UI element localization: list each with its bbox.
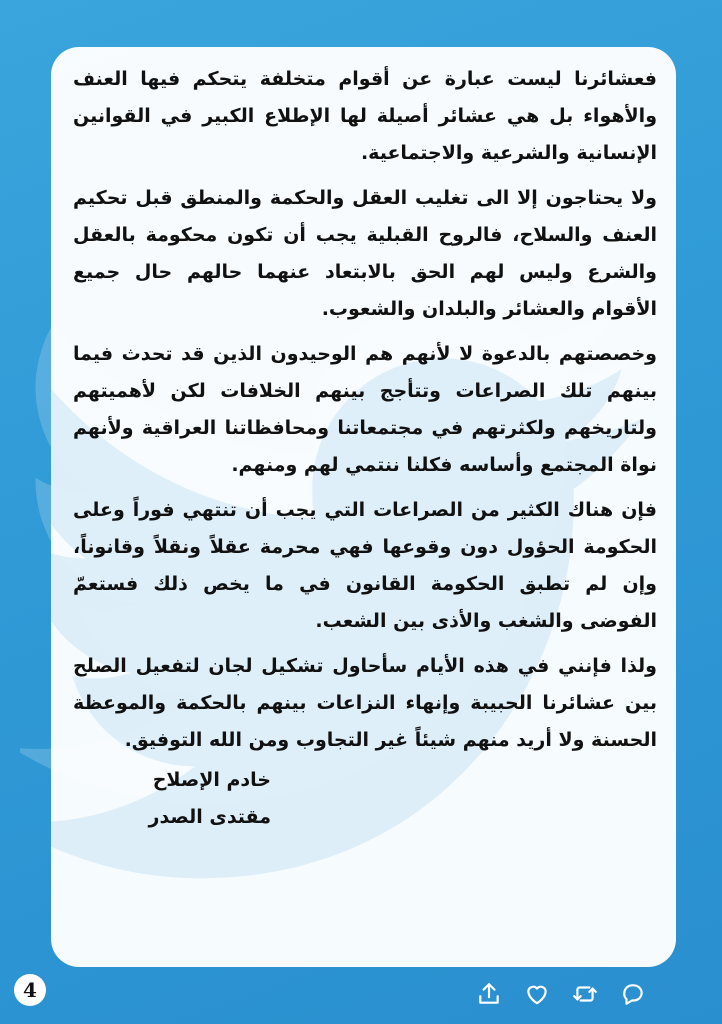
reply-comment-icon[interactable] bbox=[620, 981, 646, 1007]
share-icon[interactable] bbox=[476, 981, 502, 1007]
post-card bbox=[51, 47, 676, 967]
post-actions-bar bbox=[476, 978, 646, 1010]
post-paragraph: ولذا فإنني في هذه الأيام سأحاول تشكيل لجان لتفعيل الصلح بين عشائرنا الحبيبة وإنهاء النزاعات بينهم بالحكمة والموعظة الحسنة ولا أريد منهم شيئاً غير التجاوب ومن الله التوفيق. bbox=[73, 655, 657, 751]
post-paragraph: فإن هناك الكثير من الصراعات التي يجب أن تنتهي فوراً وعلى الحكومة الحؤول دون وقوعها فهي محرمة عقلاً ونقلاً وقانوناً، وإن لم تطبق الحكومة القانون في ما يخص ذلك فستعمّ الفوضى والشغب والأذى بين الشعب. bbox=[73, 499, 657, 632]
signature-block bbox=[111, 762, 271, 836]
post-paragraph: وخصصتهم بالدعوة لا لأنهم هم الوحيدون الذين قد تحدث فيما بينهم تلك الصراعات وتتأجج بينهم الخلافات لكن لأهميتهم ولتاريخهم ولكثرتهم في مجتمعاتنا ومحافظاتنا العراقية ولأنهم نواة المجتمع وأساسه فكلنا ننتمي لهم ومنهم. bbox=[73, 343, 657, 476]
signature-name: مقتدى الصدر bbox=[148, 806, 271, 828]
post-body bbox=[73, 61, 657, 767]
like-heart-icon[interactable] bbox=[524, 981, 550, 1007]
retweet-icon[interactable] bbox=[572, 981, 598, 1007]
post-paragraph: فعشائرنا ليست عبارة عن أقوام متخلفة يتحكم فيها العنف والأهواء بل هي عشائر أصيلة لها الإطلاع الكبير في القوانين الإنسانية والشرعية والاجتماعية. bbox=[73, 68, 657, 164]
post-paragraph: ولا يحتاجون إلا الى تغليب العقل والحكمة والمنطق قبل تحكيم العنف والسلاح، فالروح القبلية يجب أن تكون محكومة بالعقل والشرع وليس لهم الحق بالابتعاد عنهما حالهم حال جميع الأقوام والعشائر والبلدان والشعوب. bbox=[73, 187, 657, 320]
page-number-badge: 4 bbox=[14, 974, 46, 1006]
signature-title: خادم الإصلاح bbox=[152, 769, 271, 791]
